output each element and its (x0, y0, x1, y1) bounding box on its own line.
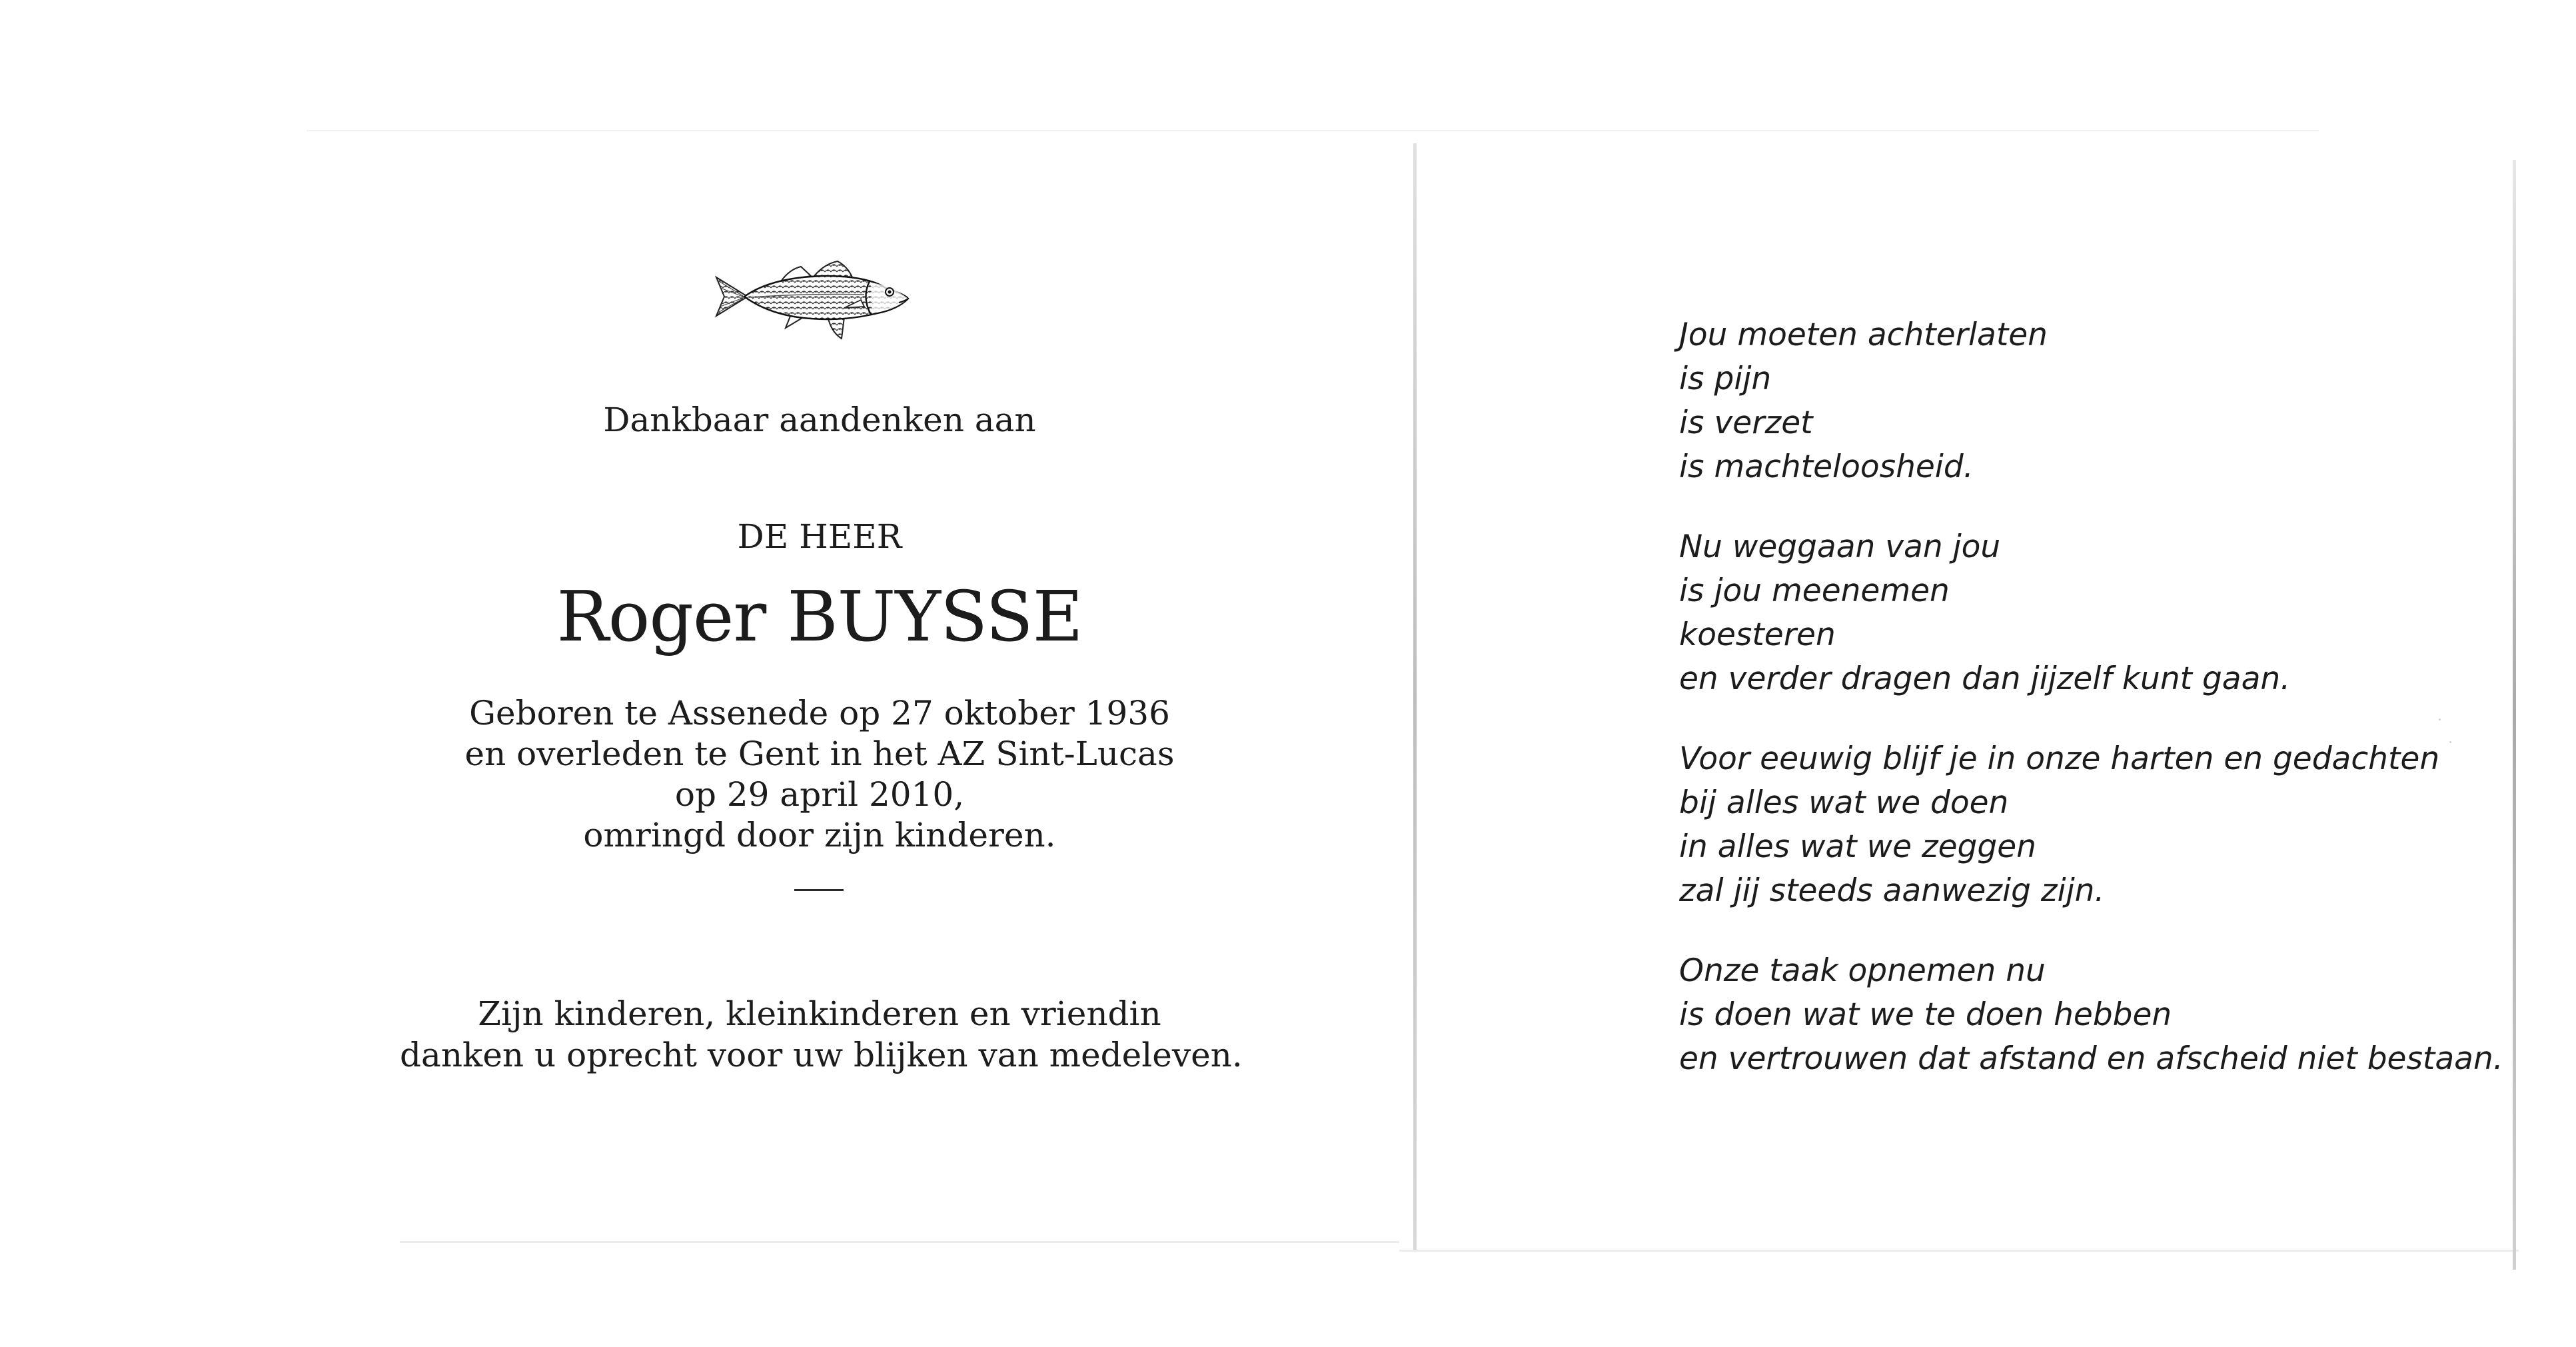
separator-dash (794, 889, 844, 891)
poem-line: zal jij steeds aanwezig zijn. (1679, 872, 2105, 909)
poem-line: Jou moeten achterlaten (1679, 317, 2048, 353)
poem-line: is jou meenemen (1679, 573, 1950, 609)
card-left-panel (400, 240, 1243, 1133)
detail-line: Geboren te Assenede op 27 oktober 1936 (469, 694, 1170, 732)
poem-line: koesteren (1679, 617, 1836, 653)
card-top-edge (307, 130, 2319, 131)
detail-line: op 29 april 2010, (674, 775, 965, 814)
poem-stanza (1679, 525, 2452, 701)
poem-line: in alles wat we zeggen (1679, 828, 2036, 865)
poem-stanza (1679, 313, 2452, 489)
poem-line: is machteloosheid. (1679, 449, 1974, 485)
poem-line: is pijn (1679, 361, 1772, 397)
card-fold-line (1413, 143, 1417, 1250)
poem-stanza (1679, 737, 2452, 913)
card-bottom-edge-left (400, 1241, 1399, 1243)
detail-line: en overleden te Gent in het AZ Sint-Lucas (464, 734, 1175, 773)
life-details (400, 693, 1239, 856)
thanks-text (400, 993, 1243, 1076)
honorific: DE HEER (737, 517, 902, 556)
poem (1679, 313, 2503, 1117)
thanks-line: Zijn kinderen, kleinkinderen en vriendin (478, 994, 1161, 1033)
detail-line: omringd door zijn kinderen. (583, 816, 1056, 854)
poem-line: is verzet (1679, 405, 1813, 441)
poem-line: Onze taak opnemen nu (1679, 952, 2046, 989)
deceased-name: Roger BUYSSE (556, 576, 1083, 657)
poem-line: Voor eeuwig blijf je in onze harten en gedachten (1679, 740, 2440, 777)
poem-line: is doen wat we te doen hebben (1679, 996, 2172, 1033)
poem-line: bij alles wat we doen (1679, 784, 2009, 821)
intro-text: Dankbaar aandenken aan (603, 401, 1036, 439)
poem-line: en vertrouwen dat afstand en afscheid niet bestaan. (1679, 1040, 2503, 1077)
poem-line: Nu weggaan van jou (1679, 529, 2001, 565)
card-bottom-edge-right (1399, 1250, 2519, 1252)
card-right-edge (2513, 160, 2516, 1270)
poem-stanza (1679, 949, 2503, 1081)
thanks-line: danken u oprecht voor uw blijken van medeleven. (400, 1036, 1243, 1074)
fish-icon (711, 247, 911, 347)
poem-line: en verder dragen dan jijzelf kunt gaan. (1679, 661, 2291, 697)
